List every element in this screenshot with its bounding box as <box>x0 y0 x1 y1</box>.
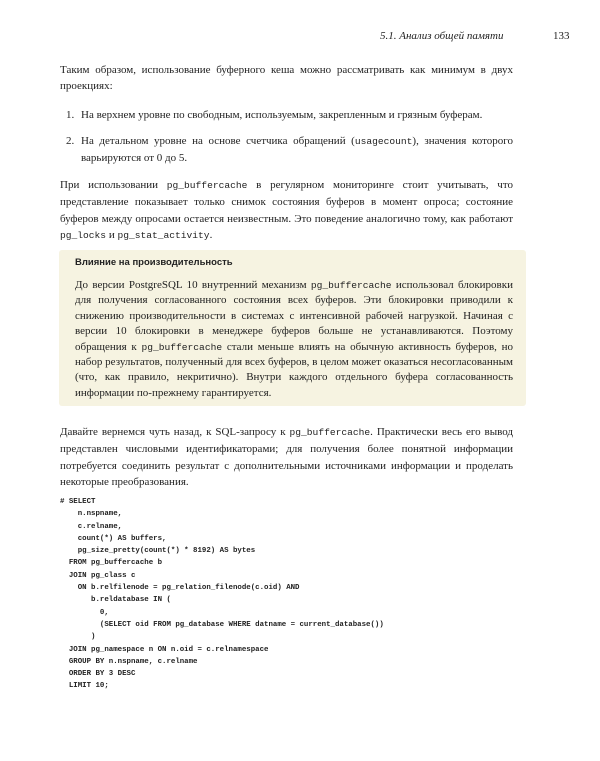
note-box <box>59 250 526 406</box>
text: ), значения которого варьируются от 0 до 5. <box>81 135 513 165</box>
list-item <box>66 133 513 167</box>
inline-code: usagecount <box>354 136 413 147</box>
text: При использовании <box>60 179 167 191</box>
text: . Практически весь его вывод представлен числовыми идентификаторами; для получения более понятной информации потребуется соединить результат с дополнительными источниками информации и проделать некоторые преобразования. <box>60 426 513 488</box>
sql-code-block: # SELECT n.nspname, c.relname, count(*) AS buffers, pg_size_pretty(count(*) * 8192) AS bytes FROM pg_buffercache b JOIN pg_class c ON b.relfilenode = pg_relation_filenode(c.oid) AND b.reldatabase IN ( 0, (SELECT oid FROM pg_database WHERE datname = current_database()) ) JOIN pg_namespace n ON n.oid = c.relnamespace GROUP BY n.nspname, c.relname ORDER BY 3 DESC LIMIT 10; <box>60 498 384 691</box>
text: стали меньше влиять на обычную активность буферов, но набор результатов, полученный для всех буферов, в целом может оказаться несогласованным (что, как правило, некритично). Внутри каждого отдельного буфера согласованность информации по-прежнему гарантируется. <box>75 340 514 399</box>
list-number: 1. <box>66 109 75 121</box>
text: До версии PostgreSQL 10 внутренний механизм <box>75 279 311 291</box>
note-title: Влияние на производительность <box>75 257 233 268</box>
text: Давайте вернемся чуть назад, к SQL-запросу к <box>60 426 290 438</box>
text: . <box>209 228 213 241</box>
inline-code: pg_buffercache <box>141 341 223 353</box>
inline-code: pg_buffercache <box>289 427 371 438</box>
list-number: 2. <box>66 135 75 147</box>
note-text <box>75 278 513 401</box>
paragraph-monitoring <box>60 177 513 244</box>
paragraph-intro: Таким образом, использование буферного кеша можно рассматривать как минимум в двух проекциях: <box>60 64 513 93</box>
running-header: 5.1. Анализ общей памяти <box>380 30 504 42</box>
inline-code: pg_stat_activity <box>117 229 210 241</box>
inline-code: pg_locks <box>60 229 107 241</box>
text: На детальном уровне на основе счетчика обращений ( <box>81 135 355 147</box>
inline-code: pg_buffercache <box>310 280 392 291</box>
text: и <box>106 228 118 241</box>
inline-code: pg_buffercache <box>166 180 248 191</box>
page-number: 133 <box>553 30 570 42</box>
list-text <box>81 133 513 167</box>
text: использовал блокировки для получения согласованного состояния всех буферов. Эти блокировки приводили к снижению производительности в системах с интенсивной рабочей нагрузкой. Начиная с версии 10 блокировки в менеджере буферов больше не устанавливаются. Поэтому обращения к <box>75 279 513 353</box>
text: в регулярном мониторинге стоит учитывать, что представление показывает только снимок состояния буферов в момент опроса; состояние буферов между опросами остается неизвестным. Это поведение аналогично тому, как работают <box>60 179 513 225</box>
list-item <box>66 107 513 123</box>
paragraph-sql-intro <box>60 424 513 490</box>
list-text: На верхнем уровне по свободным, используемым, закрепленным и грязным буферам. <box>81 109 483 121</box>
